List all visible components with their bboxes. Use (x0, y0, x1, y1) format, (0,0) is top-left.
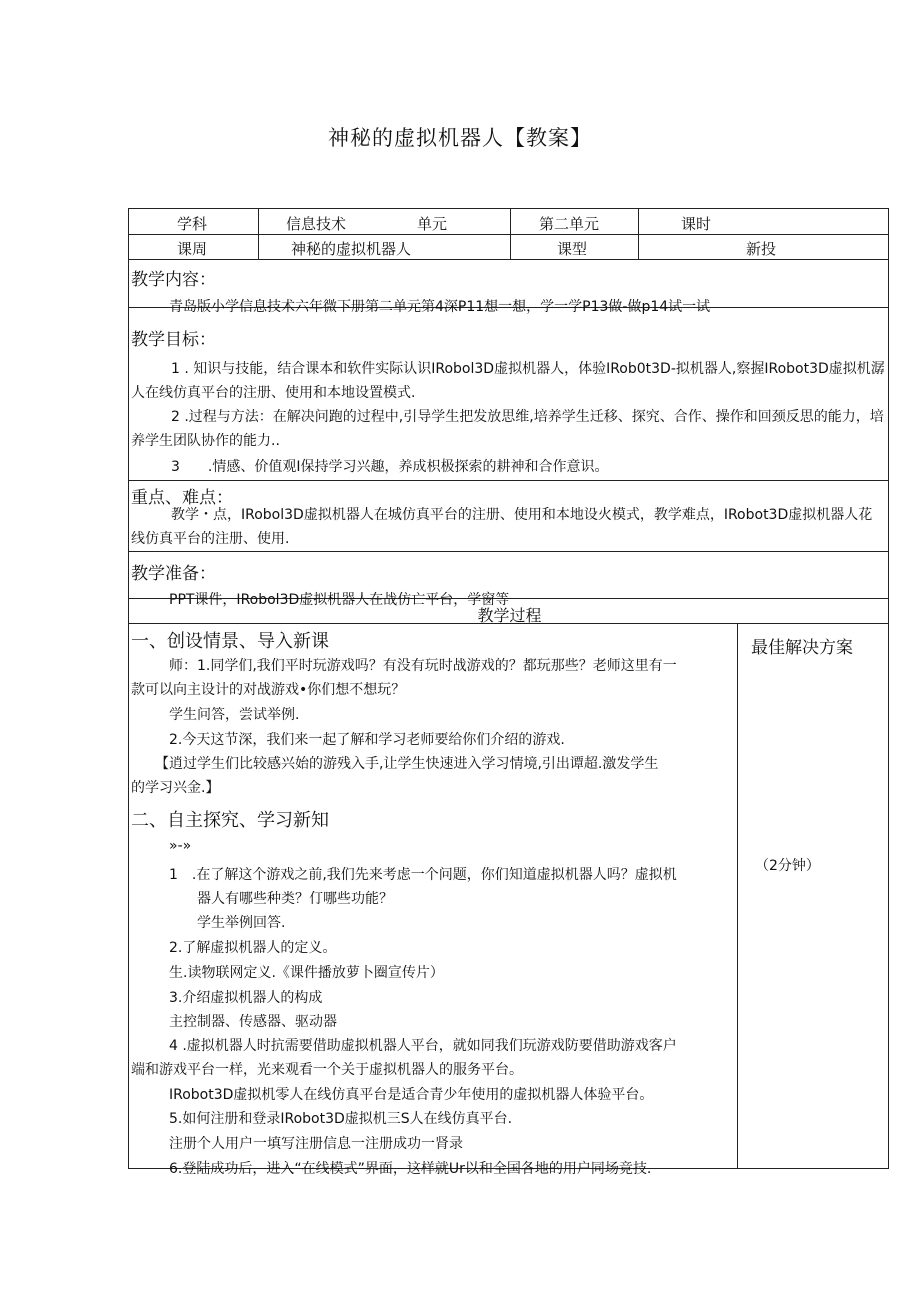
process-line: 6.登陆成功后，进入“在线模式”界面，这样就Ur以和全国各地的用户同场竞技. (169, 1161, 652, 1177)
goals-item-3: 3 .情感、价值观I保持学习兴趣，养成枳极探索的耕神和合作意识。 (171, 459, 609, 475)
row-divider (129, 551, 888, 552)
time-note: （2分钟） (755, 858, 820, 874)
type-value: 新投 (746, 240, 777, 258)
process-line: 的学习兴金.】 (131, 780, 220, 796)
process-line: 生.读物联网定义.《课件播放萝卜圈宣传片） (169, 965, 444, 981)
subject-label: 学科 (177, 215, 208, 233)
unit-value: 第二单元 (539, 215, 600, 233)
process-line: IRobot3D虚拟机零人在线仿真平台是适合青少年使用的虚拟机器人体验平台。 (169, 1087, 654, 1103)
type-label: 课型 (557, 240, 588, 258)
row-divider (129, 259, 888, 260)
topic-label: 课周 (177, 240, 208, 258)
lesson-plan-table (128, 208, 889, 1177)
process-line: 3.介绍虚拟机器人的构成 (169, 990, 323, 1006)
subject-value: 信息技术 (286, 215, 347, 233)
keypoints-heading: 重点、难点： (131, 488, 233, 508)
goals-item-2: 2 .过程与方法：在解决问跑的过程中,引导学生把发放思维,培养学生迁移、探究、合作、操作和回颈反思的能力，培养学生团队协作的能力.. (131, 409, 884, 449)
content-text: 青岛版小学信息技术六年微下册第二单元第4深P11想一想，学一学P13做-做p14试一试 (169, 299, 711, 315)
process-line: 学生举例回答. (197, 915, 286, 931)
topic-value: 神秘的虚拟机器人 (291, 240, 412, 258)
process-line: 5.如何注册和登录IRobot3D虚拟机三S人在线仿真平台. (169, 1111, 513, 1127)
prep-heading: 教学准备： (131, 564, 216, 584)
process-line: »-» (169, 838, 192, 854)
process-line: 【逍过学生们比较感兴始的游残入手,让学生快速进入学习情境,引出谭超.激发学生 (155, 756, 659, 772)
row-divider (129, 234, 888, 235)
process-line: 4 .虚拟机器人时抗需要借助虚拟机器人平台，就如同我们玩游戏防要借助游戏客户 (169, 1038, 677, 1054)
process-line: 2.了解虚拟机器人的定义。 (169, 940, 337, 956)
content-heading: 教学内容： (131, 270, 216, 290)
prep-text-clip (169, 586, 869, 608)
process-line: 学生问答，尝试举例. (169, 707, 300, 723)
process-line: 1 .在了解这个游戏之前,我们先来考虑一个问题，你们知道虚拟机器人吗？虚拟机 (169, 867, 677, 883)
goals-item-1: 1 . 知识与技能，结合课本和软件实际认识IRobol3D虚拟机器人，体验IRob0t3D-拟机器人,察握IRobot3D虚拟机潺人在线仿真平台的注册、使用和本地设置模式. (131, 361, 885, 401)
page-title: 神秘的虚拟机器人【教案】 (328, 126, 592, 150)
col-divider (258, 209, 259, 259)
process-line: 2.今天这节深，我们来一起了解和学习老师要给你们介绍的游戏. (169, 732, 565, 748)
col-divider (638, 209, 639, 259)
process-line: 器人有哪些种类？仃哪些功能？ (197, 891, 393, 907)
keypoints-text: 教学・点，IRobol3D虚拟机器人在城仿真平台的注册、使用和本地设火模式，教学难点，IRobot3D虚拟机器人花线仿真平台的注册、使用. (131, 507, 873, 547)
goals-heading: 教学目标： (131, 330, 216, 350)
row-divider (129, 480, 888, 481)
section-2-title: 二、自主探究、学习新知 (131, 810, 329, 831)
unit-label: 单元 (417, 215, 448, 233)
process-header: 教学过程 (477, 606, 542, 625)
hours-label: 课时 (681, 215, 712, 233)
solution-header: 最佳解决方案 (751, 638, 853, 658)
process-line: 款可以向主设计的对战游戏•你们想不想玩？ (131, 682, 406, 698)
process-line-clip (169, 1157, 737, 1177)
section-1-title: 一、创设情景、导入新课 (131, 631, 329, 652)
process-line: 注册个人用户一填写注册信息一注册成功一肾录 (169, 1136, 463, 1152)
process-line: 师：1.同学们,我们平时玩游戏吗？有没有玩时战游戏的？都玩那些？老师这里有一 (169, 658, 677, 674)
col-divider (510, 209, 511, 259)
process-line: 主控制器、传感器、驱动器 (169, 1014, 337, 1030)
col-divider (737, 623, 738, 1168)
prep-text: PPT课件，IRobol3D虚拟机器人在战仿亡平台，学窗等 (169, 592, 510, 608)
content-text-clip (169, 293, 869, 315)
process-line: 端和游戏平台一样，光来观看一个关于虚拟机器人的服务平台。 (131, 1062, 523, 1078)
